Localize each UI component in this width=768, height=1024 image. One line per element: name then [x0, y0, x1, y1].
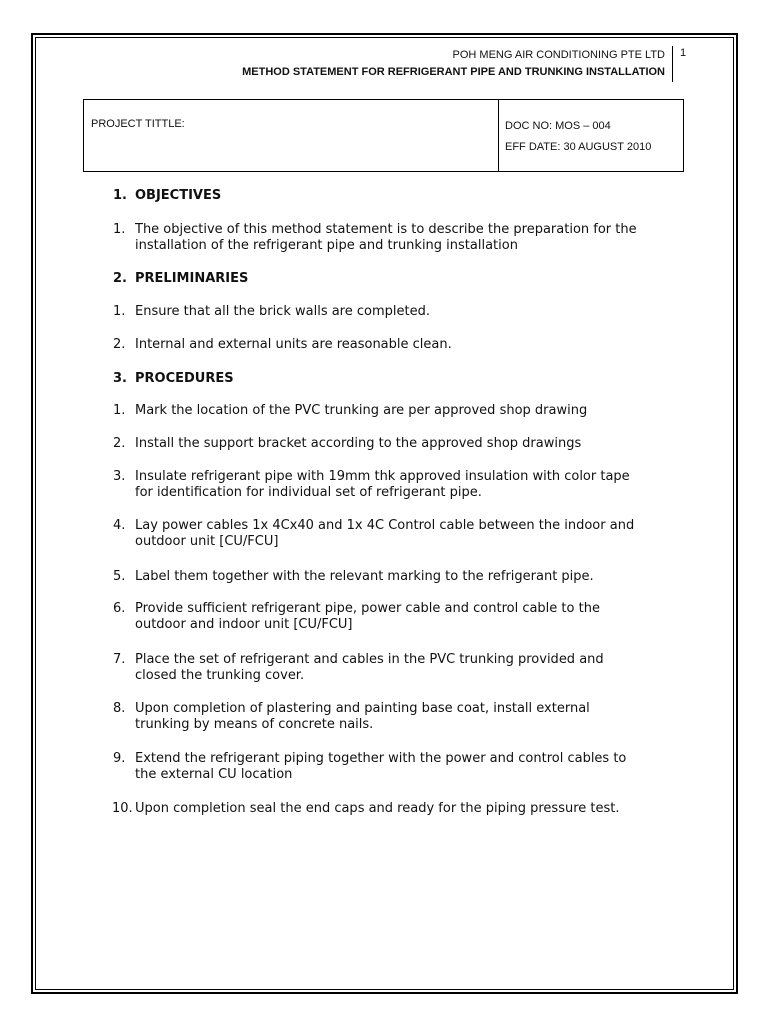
table-divider [498, 100, 499, 171]
list-item-number: 4. [113, 518, 126, 533]
list-item-text: Lay power cables 1x 4Cx40 and 1x 4C Control cable between the indoor and [135, 518, 635, 533]
list-item-text: Insulate refrigerant pipe with 19mm thk approved insulation with color tape [135, 469, 630, 484]
section-heading: PROCEDURES [135, 371, 234, 386]
list-item-text: Install the support bracket according to the approved shop drawings [135, 436, 582, 451]
list-item-text: Mark the location of the PVC trunking are per approved shop drawing [135, 403, 588, 418]
list-item-text: Upon completion of plastering and painting base coat, install external [135, 701, 590, 716]
list-item-text: Extend the refrigerant piping together with the power and control cables to [135, 751, 627, 766]
list-item-text: Upon completion seal the end caps and ready for the piping pressure test. [135, 801, 620, 816]
list-item-text: Provide sufficient refrigerant pipe, power cable and control cable to the [135, 601, 600, 616]
list-item-number: 3. [113, 469, 126, 484]
list-item-text: trunking by means of concrete nails. [135, 717, 374, 732]
page-number: 1 [680, 47, 687, 59]
section-heading: PRELIMINARIES [135, 271, 249, 286]
list-item-number: 8. [113, 701, 126, 716]
document-header [242, 47, 665, 81]
list-item-text: outdoor and indoor unit [CU/FCU] [135, 617, 353, 632]
section-number: 3. [113, 371, 127, 386]
list-item-number: 1. [113, 403, 126, 418]
list-item-text: The objective of this method statement is to describe the preparation for the [135, 222, 637, 237]
list-item-number: 2. [113, 337, 126, 352]
list-item-number: 10. [112, 801, 133, 816]
list-item-number: 9. [113, 751, 126, 766]
section-number: 1. [113, 188, 127, 203]
list-item-text: Internal and external units are reasonable clean. [135, 337, 452, 352]
document-title: METHOD STATEMENT FOR REFRIGERANT PIPE AND TRUNKING INSTALLATION [242, 66, 665, 78]
project-title-label: PROJECT TITTLE: [91, 118, 185, 130]
list-item-number: 1. [113, 222, 126, 237]
doc-info [505, 116, 651, 158]
section-number: 2. [113, 271, 127, 286]
doc-number: DOC NO: MOS – 004 [505, 120, 611, 132]
list-item-number: 2. [113, 436, 126, 451]
list-item-text: closed the trunking cover. [135, 668, 305, 683]
section-heading: OBJECTIVES [135, 188, 222, 203]
list-item-number: 1. [113, 304, 126, 319]
list-item-text: for identification for individual set of refrigerant pipe. [135, 485, 482, 500]
list-item-number: 7. [113, 652, 126, 667]
project-info-table [83, 99, 684, 172]
list-item-text: installation of the refrigerant pipe and trunking installation [135, 238, 518, 253]
list-item-text: outdoor unit [CU/FCU] [135, 534, 279, 549]
list-item-text: the external CU location [135, 767, 293, 782]
list-item-number: 6. [113, 601, 126, 616]
list-item-text: Label them together with the relevant marking to the refrigerant pipe. [135, 569, 594, 584]
page-border-inner [35, 37, 734, 990]
company-name: POH MENG AIR CONDITIONING PTE LTD [452, 49, 665, 61]
list-item-text: Place the set of refrigerant and cables in the PVC trunking provided and [135, 652, 604, 667]
header-divider [672, 46, 673, 82]
list-item-number: 5. [113, 569, 126, 584]
list-item-text: Ensure that all the brick walls are completed. [135, 304, 430, 319]
effective-date: EFF DATE: 30 AUGUST 2010 [505, 141, 652, 153]
